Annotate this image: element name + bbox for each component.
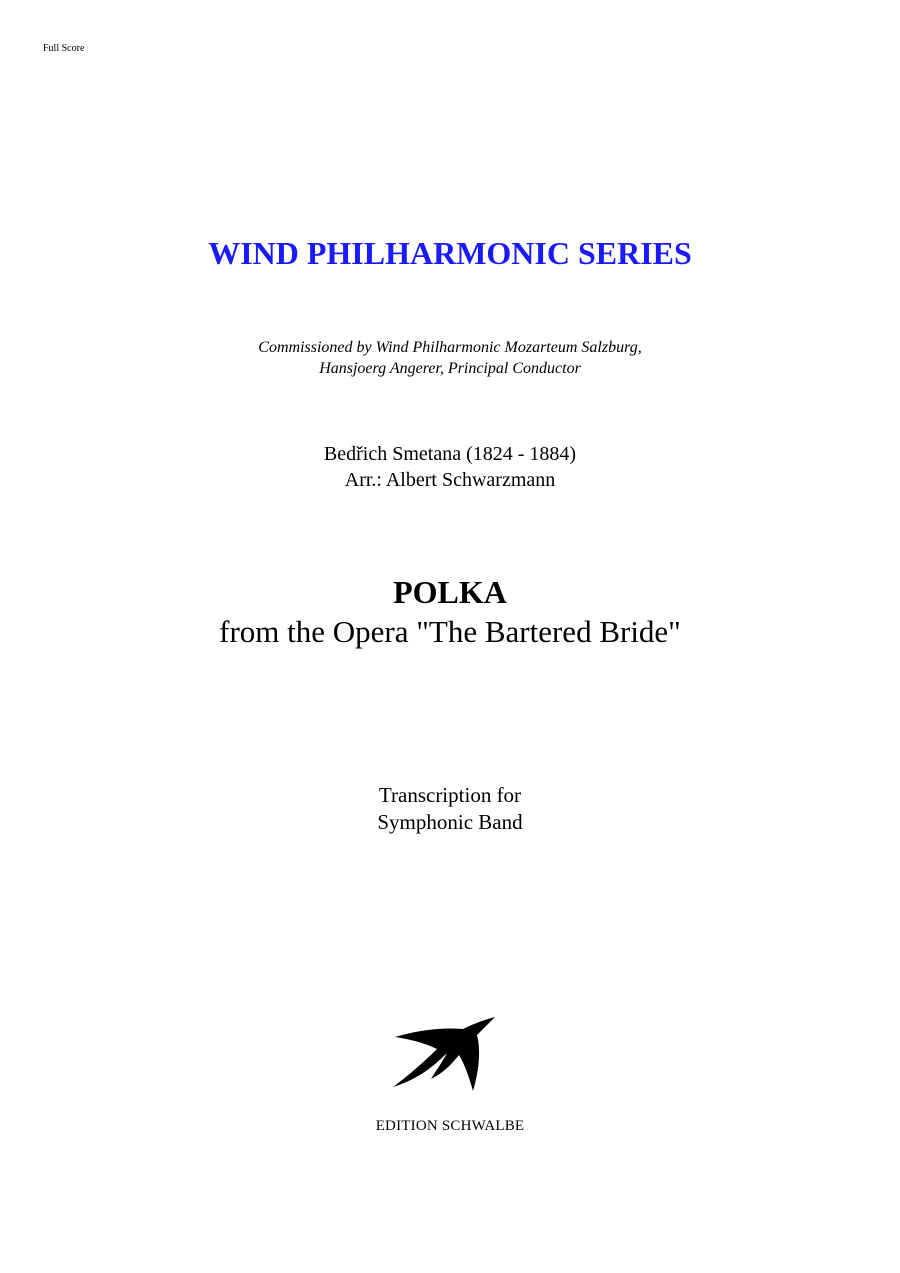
publisher-name: EDITION SCHWALBE [375, 1118, 525, 1134]
composer-credit: Bedřich Smetana (1824 - 1884) [323, 443, 577, 465]
transcription-line-1: Transcription for [378, 783, 522, 807]
swallow-icon [385, 1015, 500, 1095]
score-type-label: Full Score [43, 43, 85, 54]
commission-note [0, 337, 900, 379]
work-subtitle: from the Opera "The Bartered Bride" [219, 614, 681, 649]
work-title: POLKA [393, 574, 507, 610]
commission-line-2: Hansjoerg Angerer, Principal Conductor [319, 360, 581, 377]
transcription-line-2: Symphonic Band [377, 810, 523, 834]
commission-line-1: Commissioned by Wind Philharmonic Mozarteum Salzburg, [258, 339, 642, 356]
credits [0, 441, 900, 493]
transcription-note [0, 782, 900, 836]
series-title: WIND PHILHARMONIC SERIES [208, 235, 692, 271]
arranger-credit: Arr.: Albert Schwarzmann [344, 469, 556, 491]
